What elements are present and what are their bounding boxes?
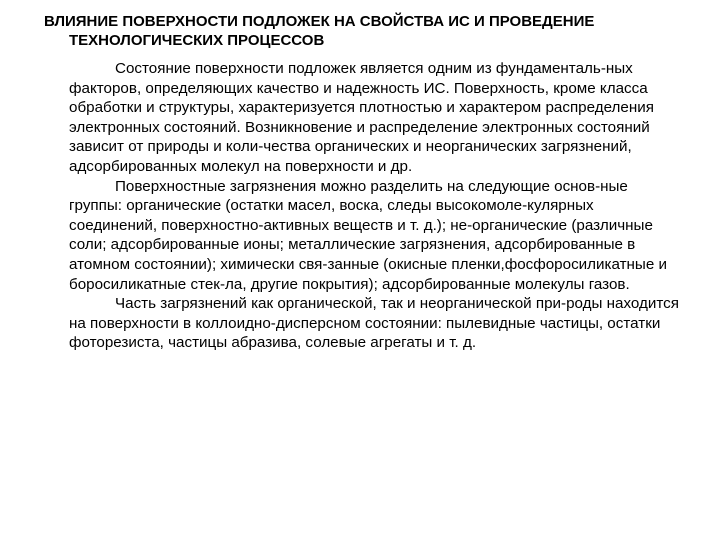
title-line-1: ВЛИЯНИЕ ПОВЕРХНОСТИ ПОДЛОЖЕК НА СВОЙСТВА ИС И ПРОВЕДЕНИЕ	[44, 13, 595, 30]
title-line-2: ТЕХНОЛОГИЧЕСКИХ ПРОЦЕССОВ	[69, 32, 325, 49]
paragraph-surface-state: Состояние поверхности подложек является одним из фундаменталь-ных факторов, определяющих качество и надежность ИС. Поверхность, кроме класса обработки и структуры, характеризуется плотностью и характером распределения электронных состояний. Возникновение и распределение электронных состояний зависит от природы и коли-чества органических и неорганических загрязнений, адсорбированных молекул на поверхности и др.	[69, 60, 654, 175]
paragraph-colloidal-contamination: Часть загрязнений как органической, так и неорганической при-роды находится на поверхности в коллоидно-дисперсном состоянии: пылевидные частицы, остатки фоторезиста, частицы абразива, солевые агрегаты и т. д.	[69, 295, 679, 352]
slide-title	[44, 12, 694, 50]
slide-body	[69, 59, 681, 353]
paragraph-contamination-groups: Поверхностные загрязнения можно разделить на следующие основ-ные группы: органические (остатки масел, воска, следы высокомоле-кулярных соединений, поверхностно-активных веществ и т. д.); не-органические (различные соли; адсорбированные ионы; металлические загрязнения, адсорбированные в атомном состоянии); химически свя-занные (окисные пленки,фосфоросиликатные и боросиликатные стек-ла, другие покрытия); адсорбированные молекулы газов.	[69, 177, 667, 293]
